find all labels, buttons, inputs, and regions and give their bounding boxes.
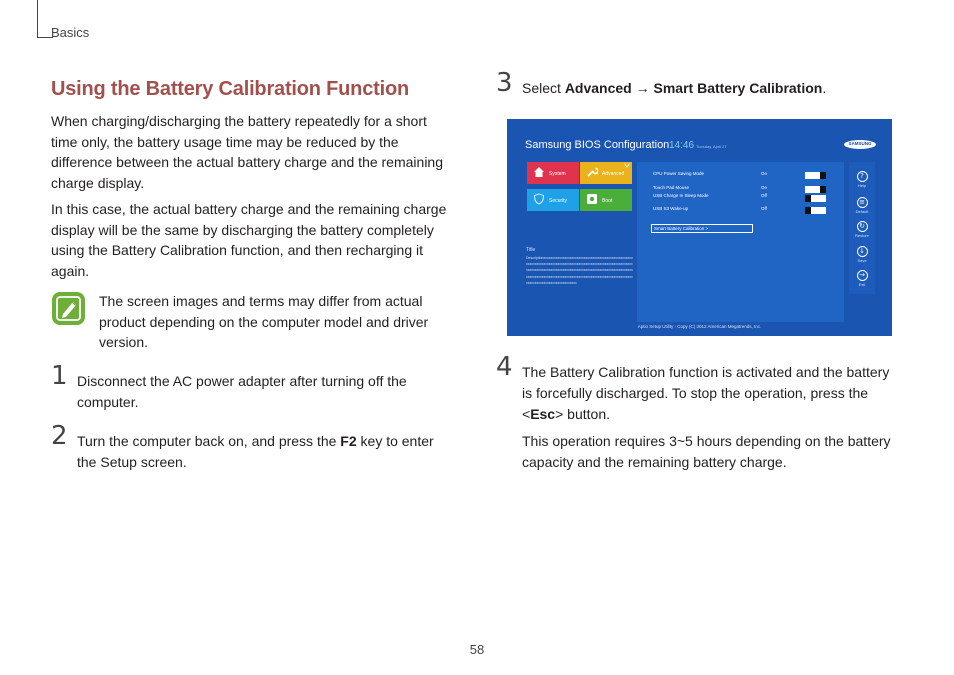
house-icon	[533, 166, 545, 178]
step-1	[51, 360, 451, 413]
option-value: Off	[761, 193, 767, 198]
bios-tile-label: Boot	[602, 198, 613, 204]
help-icon: ?	[857, 171, 868, 182]
option-toggle[interactable]	[805, 195, 826, 202]
step-2	[51, 420, 451, 473]
step-4-text-post: > button.	[555, 406, 610, 422]
bios-tile-label: System	[549, 171, 566, 177]
step-4-text-pre: The Battery Calibration function is activated and the battery is forcefully discharged. To stop the operation, press the <	[522, 364, 890, 422]
bios-title: Samsung BIOS Configuration	[525, 139, 670, 151]
step-4	[496, 352, 896, 425]
intro-paragraph-1: When charging/discharging the battery repeatedly for a short time only, the battery usage time may be reduced by the difference between the actual battery charge and the remaining charge display.	[51, 113, 443, 191]
smart-battery-calibration-item[interactable]: Smart Battery Calibration >	[651, 224, 753, 233]
shield-icon	[533, 193, 545, 205]
header-vertical-rule	[37, 0, 38, 38]
wrench-icon	[586, 166, 598, 178]
section-label: Basics	[51, 25, 90, 40]
step-3-arrow: →	[631, 80, 654, 96]
note-text: The screen images and terms may differ from actual product depending on the computer model and driver version.	[99, 293, 429, 350]
step-3	[496, 68, 896, 99]
default-icon: ≡	[857, 197, 868, 208]
step-4-key-esc: Esc	[530, 406, 556, 422]
bios-help-button[interactable]: ? Help	[857, 172, 867, 188]
step-2-number: 2	[51, 420, 68, 451]
samsung-logo: SAMSUNG	[844, 140, 876, 149]
step-1-text: Disconnect the AC power adapter after turning off the computer.	[77, 372, 407, 410]
bios-desc-title: Title	[526, 247, 536, 253]
bios-date: Tuesday, April 27	[696, 144, 727, 149]
bios-desc-text: Descriptionxxxxxxxxxxxxxxxxxxxxxxxxxxxxxxxxxxxxxxxxxxxxxxxxxxxxxxxxxxxxxxxxxxxxxxxxxxxxxxxxxxxxxxxxxxxxxxxxxxxxxxxxxxxxxxxxxxxxxxxxxxxxxxxxxxxxxxxxxxxxxxxxxxxxxxxxxxxxxxxxxxxxxxxxxxxxxxxxxxxxxxxxxxxxxxxxxxxxxxxxxxxxxxxxxxxxxxxxxxxxxxxxxxxxxxxxxxxxxxxxxxxxxxxxxxxxxxxxxxxxxxx	[526, 256, 633, 285]
option-label: USB S3 Wake-up	[653, 206, 689, 211]
bios-save-button[interactable]: ↓ Save	[857, 247, 867, 263]
option-value: Off	[761, 206, 767, 211]
left-column	[51, 78, 451, 473]
bios-options-panel	[637, 162, 844, 322]
option-label: USB Charge In Sleep Mode	[653, 193, 709, 198]
bios-screenshot	[507, 119, 892, 336]
step-4-paragraph: This operation requires 3~5 hours depending on the battery capacity and the remaining battery charge.	[522, 433, 891, 470]
exit-icon: →	[857, 270, 868, 281]
bios-side-toolbar	[849, 162, 875, 294]
disk-icon	[586, 193, 598, 205]
step-4-block	[496, 352, 896, 478]
step-4-number: 4	[496, 352, 513, 382]
bios-restore-button[interactable]: ↻ Restore	[854, 222, 869, 238]
bios-default-button[interactable]: ≡ Default	[855, 198, 869, 214]
option-value: On	[761, 171, 768, 176]
bios-tile-advanced[interactable]	[580, 162, 632, 184]
bios-time: 14:46	[669, 140, 695, 151]
section-heading: Using the Battery Calibration Function	[51, 78, 409, 100]
chevron-down-icon	[624, 163, 630, 168]
bios-tile-security[interactable]	[527, 189, 579, 211]
step-3-text-pre: Select	[522, 80, 565, 96]
bios-footer: Aptio Setup Utility - Copy (C) 2012 American Megatrends, Inc.	[637, 324, 762, 329]
option-value: On	[761, 185, 768, 190]
option-toggle[interactable]	[805, 207, 826, 214]
bios-tile-system[interactable]	[527, 162, 579, 184]
bios-tile-label: Advanced	[602, 171, 625, 177]
option-label: CPU Power Saving Mode	[653, 171, 705, 176]
step-2-text-pre: Turn the computer back on, and press the	[77, 432, 341, 449]
restore-icon: ↻	[857, 221, 868, 232]
option-toggle[interactable]	[805, 186, 826, 193]
bios-tile-label: Security	[549, 198, 568, 204]
option-label: Touch Pad Mouse	[653, 185, 690, 190]
step-3-advanced: Advanced	[564, 80, 632, 96]
bios-tile-boot[interactable]	[580, 189, 632, 211]
step-3-smart-battery-calibration: Smart Battery Calibration	[653, 80, 823, 96]
step-2-text-post: key to enter the Setup screen.	[77, 432, 434, 470]
step-2-key-f2: F2	[340, 432, 357, 449]
step-3-period: .	[822, 80, 827, 96]
right-column	[496, 68, 896, 99]
note-box	[51, 291, 451, 353]
page-number: 58	[469, 642, 485, 657]
option-toggle[interactable]	[805, 172, 826, 179]
bios-exit-button[interactable]: → Exit	[849, 270, 875, 287]
note-pencil-icon	[52, 292, 85, 325]
step-3-number: 3	[496, 68, 513, 98]
intro-paragraph-2: In this case, the actual battery charge and the remaining charge display will be the same by discharging the battery completely using the Battery Calibration function, and then recharging it again.	[51, 201, 447, 279]
save-icon: ↓	[857, 246, 868, 257]
step-1-number: 1	[51, 360, 68, 391]
